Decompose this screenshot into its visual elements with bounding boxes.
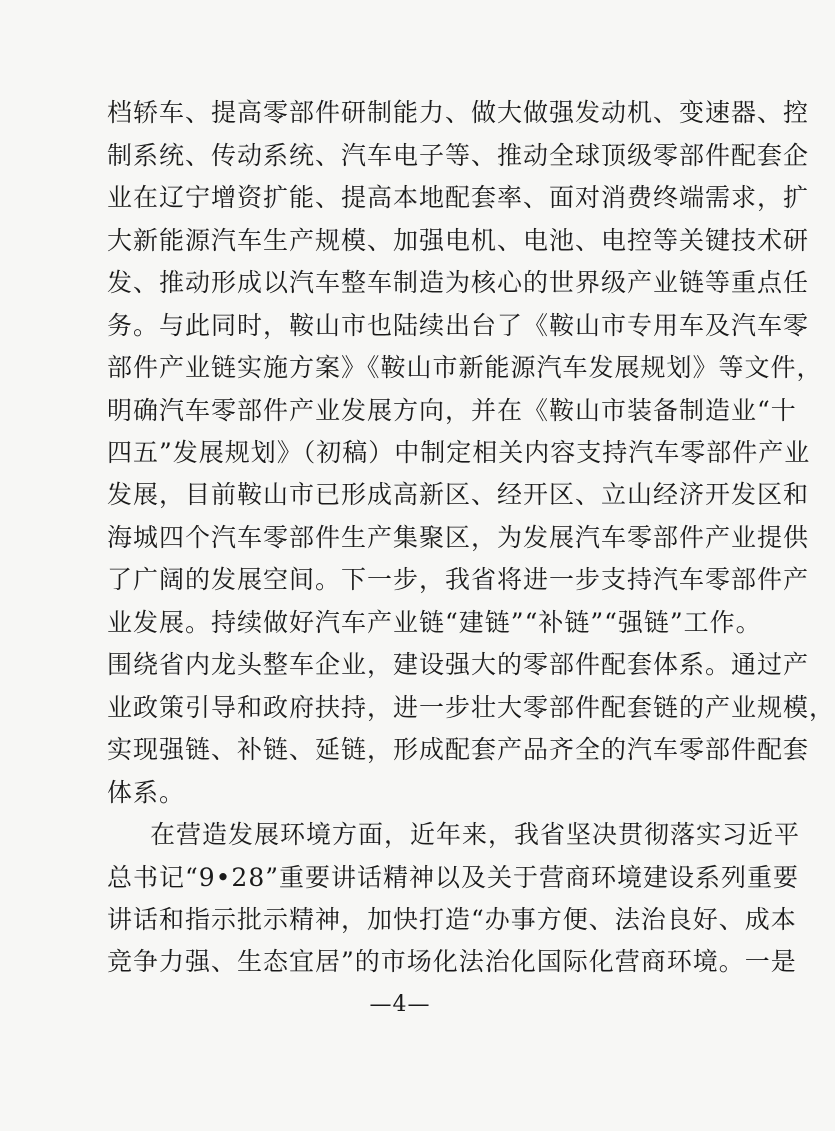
text-line: 总书记“9•28”重要讲话精神以及关于营商环境建设系列重要 bbox=[107, 863, 800, 892]
text-line: 讲话和指示批示精神，加快打造“办事方便、法治良好、成本 bbox=[107, 905, 797, 934]
text-line: 档轿车、提高零部件研制能力、做大做强发动机、变速器、控 bbox=[107, 98, 810, 127]
text-line: 业发展。持续做好汽车产业链“建链”“补链”“强链”工作。 bbox=[107, 608, 762, 637]
text-line: 务。与此同时，鞍山市也陆续出台了《鞍山市专用车及汽车零 bbox=[107, 311, 810, 340]
text-line: 了广阔的发展空间。下一步，我省将进一步支持汽车零部件产 bbox=[107, 565, 810, 594]
text-line: 发、推动形成以汽车整车制造为核心的世界级产业链等重点任 bbox=[107, 268, 810, 297]
page-number: —4— bbox=[369, 992, 431, 1017]
text-line: 四五”发展规划》（初稿）中制定相关内容支持汽车零部件产业 bbox=[107, 438, 811, 467]
paragraph-first-line: 在营造发展环境方面，近年来，我省坚决贯彻落实习近平 bbox=[150, 820, 801, 849]
text-line: 大新能源汽车生产规模、加强电机、电池、电控等关键技术研 bbox=[107, 226, 810, 255]
text-line: 发展，目前鞍山市已形成高新区、经开区、立山经济开发区和 bbox=[107, 480, 810, 509]
text-line: 围绕省内龙头整车企业，建设强大的零部件配套体系。通过产 bbox=[107, 650, 810, 679]
text-line: 体系。 bbox=[107, 778, 186, 807]
text-line: 部件产业链实施方案》《鞍山市新能源汽车发展规划》等文件， bbox=[107, 353, 823, 382]
text-line: 制系统、传动系统、汽车电子等、推动全球顶级零部件配套企 bbox=[107, 141, 810, 170]
text-line: 实现强链、补链、延链，形成配套产品齐全的汽车零部件配套 bbox=[107, 735, 810, 764]
text-line: 业在辽宁增资扩能、提高本地配套率、面对消费终端需求，扩 bbox=[107, 183, 810, 212]
text-line: 竞争力强、生态宜居”的市场化法治化国际化营商环境。一是 bbox=[107, 947, 797, 976]
text-line: 海城四个汽车零部件生产集聚区，为发展汽车零部件产业提供 bbox=[107, 523, 810, 552]
text-line: 明确汽车零部件产业发展方向，并在《鞍山市装备制造业“十 bbox=[107, 396, 797, 425]
text-line: 业政策引导和政府扶持，进一步壮大零部件配套链的产业规模， bbox=[107, 693, 835, 722]
